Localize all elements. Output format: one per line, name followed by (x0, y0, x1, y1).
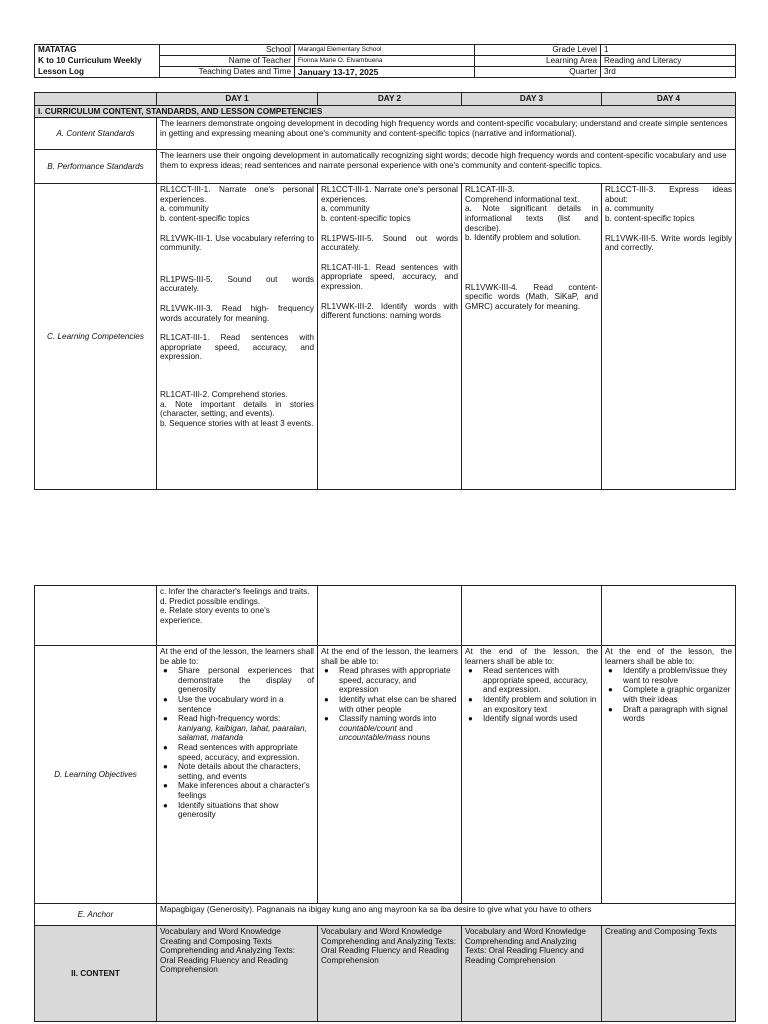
competencies-cont-day1 (157, 586, 318, 646)
comp-d2-item: RL1PWS-III-5. Sound out words accurately. (321, 233, 458, 253)
day-header-3: DAY 3 (462, 93, 602, 106)
header-table (34, 44, 736, 78)
header-title-line2: K to 10 Curriculum Weekly (35, 56, 160, 67)
content-item: Comprehending and Analyzing Texts: Oral Reading Fluency and Reading Comprehension (321, 936, 457, 965)
learning-competencies-label: C. Learning Competencies (35, 184, 157, 490)
content-item: Comprehending and Analyzing Texts: (160, 946, 296, 956)
performance-standards-label: B. Performance Standards (35, 150, 157, 184)
quarter-label: Quarter (475, 67, 601, 78)
comp-d2-item: a. community (321, 204, 370, 214)
comp-d1-item: RL1CAT-III-1. Read sentences with appropriate speed, accuracy, and expression. (160, 333, 314, 362)
content-item: Creating and Composing Texts (160, 936, 272, 946)
competencies-day3 (462, 184, 602, 490)
objectives-day1-list (160, 666, 314, 820)
objective-item: ● Identify a problem/issue they want to resolve (621, 666, 732, 685)
objective-item: ● Draft a paragraph with signal words (621, 705, 732, 724)
comp-d1-item: RL1PWS-III-5. Sound out words accurately. (160, 274, 314, 294)
content-item: Creating and Composing Texts (605, 927, 717, 936)
header-title-line1: MATATAG (35, 45, 160, 56)
comp-d3-item: Comprehend informational text. (465, 194, 580, 204)
objective-item: ● Complete a graphic organizer with their ideas (621, 685, 732, 704)
grade-value: 1 (601, 45, 736, 56)
school-label: School (160, 45, 295, 56)
objective-item: ● Note details about the characters, setting, and events (176, 762, 314, 781)
anchor-text: Mapagbigay (Generosity). Pagnanais na ibigay kung ano ang mayroon ka sa iba desire to give what you have to others (157, 904, 736, 926)
objectives-day2-list (321, 666, 458, 743)
objectives-intro: At the end of the lesson, the learners shall be able to: (605, 647, 732, 666)
comp-d4-item: RL1VWK-III-5. Write words legibly and correctly. (605, 233, 732, 253)
corner-cell (35, 93, 157, 106)
objective-term: countable/count (339, 723, 397, 733)
comp-d1-item: b. content-specific topics (160, 213, 250, 223)
content-label: II. CONTENT (35, 926, 157, 1022)
grade-label: Grade Level (475, 45, 601, 56)
competencies-cont-day3 (462, 586, 602, 646)
learning-objectives-label: D. Learning Objectives (35, 646, 157, 904)
anchor-label: E. Anchor (35, 904, 157, 926)
comp-d1-item: RL1VWK-III-3. Read high- frequency words accurately for meaning. (160, 303, 314, 323)
comp-cont-item: c. Infer the character's feelings and traits. (160, 587, 310, 596)
objective-item: ● Identify problem and solution in an expository text (481, 695, 598, 714)
teacher-label: Name of Teacher (160, 56, 295, 67)
comp-d2-item: RL1CAT-III-1. Read sentences with appropriate speed, accuracy, and expression. (321, 262, 458, 291)
competencies-cont-day4 (602, 586, 736, 646)
objective-item: ● Share personal experiences that demonstrate the display of generosity (176, 666, 314, 695)
section1-title: I. CURRICULUM CONTENT, STANDARDS, AND LESSON COMPETENCIES (35, 105, 736, 118)
competencies-day1 (157, 184, 318, 490)
comp-d3-item: b. Identify problem and solution. (465, 233, 582, 243)
objectives-intro: At the end of the lesson, the learners shall be able to: (465, 647, 598, 666)
lesson-log-table-page1 (34, 92, 736, 490)
content-standards-text: The learners demonstrate ongoing development in decoding high frequency words and content-specific vocabulary; understand and create simple sentences in getting and expressing meaning about one's community and content-specific topics (narrative and informational). (157, 118, 736, 150)
content-day2 (318, 926, 462, 1022)
objective-item: ● Make inferences about a character's feelings (176, 781, 314, 800)
comp-d2-item: b. content-specific topics (321, 213, 411, 223)
objectives-day3 (462, 646, 602, 904)
content-item: Vocabulary and Word Knowledge (465, 927, 586, 936)
day-header-4: DAY 4 (602, 93, 736, 106)
competencies-cont-day2 (318, 586, 462, 646)
content-day3 (462, 926, 602, 1022)
objectives-day4 (602, 646, 736, 904)
content-day1 (157, 926, 318, 1022)
objectives-intro: At the end of the lesson, the learners shall be able to: (321, 647, 458, 666)
objective-item: ● Use the vocabulary word in a sentence (176, 695, 314, 714)
comp-d4-item: a. community (605, 204, 654, 214)
comp-d4-item: b. content-specific topics (605, 213, 695, 223)
objective-item: ● Read sentences with appropriate speed, accuracy, and expression. (176, 743, 314, 762)
content-item: Vocabulary and Word Knowledge (321, 927, 442, 936)
teacher-value: Fionna Marie O. Elvambuena (295, 56, 475, 67)
comp-cont-item: e. Relate story events to one's experience. (160, 606, 270, 625)
quarter-value: 3rd (601, 67, 736, 78)
header-title-line3: Lesson Log (35, 67, 160, 78)
performance-standards-text: The learners use their ongoing development in automatically recognizing sight words; decode high frequency words and content-specific vocabulary and use them to express ideas; read sentences and narrate personal experience with one's community and content-specific topics. (157, 150, 736, 184)
content-item: Oral Reading Fluency and Reading Comprehension (160, 955, 288, 975)
objective-item (337, 714, 458, 743)
objective-item: ● Identify signal words used (481, 714, 598, 724)
area-value: Reading and Literacy (601, 56, 736, 67)
comp-d2-item: RL1CCT-III-1. Narrate one's personal experiences. (321, 185, 458, 204)
comp-d1-item: a. Note important details in stories (character, setting, and events). (160, 399, 314, 419)
comp-d1-item: RL1CAT-III-2. Comprehend stories. (160, 389, 288, 399)
comp-d1-item: b. Sequence stories with at least 3 events. (160, 418, 314, 428)
objectives-day3-list (465, 666, 598, 724)
comp-d2-item: RL1VWK-III-2. Identify words with different functions: naming words (321, 301, 458, 321)
comp-d1-item: RL1CCT-III-1. Narrate one's personal experiences. (160, 185, 314, 204)
objective-text: nouns (407, 733, 431, 743)
dates-value: January 13-17, 2025 (295, 67, 475, 78)
objective-item (176, 714, 314, 743)
high-frequency-words: kaniyang, kaibigan, lahat, paaralan, salamat, matanda (178, 723, 307, 743)
objective-text: Read high-frequency words: (178, 714, 281, 724)
objective-item: ● Read sentences with appropriate speed, accuracy, and expression. (481, 666, 598, 695)
comp-d1-item: a. community (160, 204, 209, 214)
dates-label: Teaching Dates and Time (160, 67, 295, 78)
objectives-day2 (318, 646, 462, 904)
objectives-day4-list (605, 666, 732, 724)
content-day4 (602, 926, 736, 1022)
comp-d1-item: RL1VWK-III-1. Use vocabulary referring to community. (160, 233, 314, 253)
objective-text: and (399, 723, 413, 733)
objective-item: ● Read phrases with appropriate speed, accuracy, and expression (337, 666, 458, 695)
objective-item: ● Identify what else can be shared with other people (337, 695, 458, 714)
content-item: Vocabulary and Word Knowledge (160, 927, 281, 936)
objectives-day1 (157, 646, 318, 904)
content-standards-label: A. Content Standards (35, 118, 157, 150)
day-header-1: DAY 1 (157, 93, 318, 106)
comp-d3-item: RL1VWK-III-4. Read content-specific words (Math, SiKaP, and GMRC) accurately for meaning. (465, 282, 598, 311)
objectives-intro: At the end of the lesson, the learners shall be able to: (160, 647, 314, 666)
objective-text: Classify naming words into (339, 714, 437, 724)
competencies-day4 (602, 184, 736, 490)
content-item: Comprehending and Analyzing Texts: Oral Reading Fluency and Reading Comprehension (465, 936, 584, 965)
comp-d4-item: RL1CCT-III-3. Express ideas about: (605, 185, 732, 204)
area-label: Learning Area (475, 56, 601, 67)
lesson-log-table-page2 (34, 585, 736, 1022)
comp-d3-item: RL1CAT-III-3. (465, 185, 515, 195)
day-header-2: DAY 2 (318, 93, 462, 106)
competencies-day2 (318, 184, 462, 490)
school-value: Marangal Elementary School (295, 45, 475, 56)
comp-cont-item: d. Predict possible endings. (160, 596, 261, 606)
competencies-cont-label (35, 586, 157, 646)
comp-d3-item: a. Note significant details in informational texts (list and describe). (465, 204, 598, 233)
objective-term: uncountable/mass (339, 733, 406, 743)
objective-item: ● Identify situations that show generosity (176, 801, 314, 820)
